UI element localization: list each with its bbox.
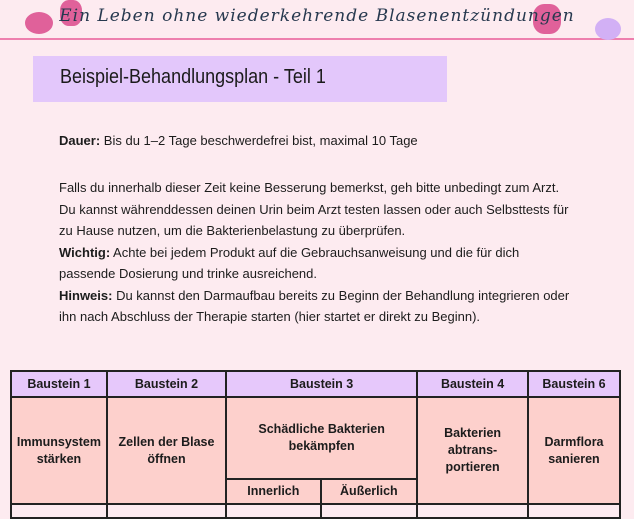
goal-cell: Bakterien abtrans-portieren — [417, 397, 528, 504]
table-cell — [417, 504, 528, 518]
sub-header-cell: Äußerlich — [321, 479, 418, 504]
goal-cell: Immunsystem stärken — [11, 397, 107, 504]
duration-value: Bis du 1–2 Tage beschwerdefrei bist, maximal 10 Tage — [100, 133, 418, 148]
table-cell — [107, 504, 226, 518]
banner-title: Ein Leben ohne wiederkehrende Blasenentzündungen — [59, 6, 575, 26]
goal-cell: Zellen der Blase öffnen — [107, 397, 226, 504]
duration-label: Dauer: — [59, 133, 101, 148]
table-cell — [226, 504, 321, 518]
important-text: Achte bei jedem Produkt auf die Gebrauchsanweisung und die für dich passende Dosierung und trinke ausreichend. — [59, 244, 520, 281]
goal-cell: Darmflora sanieren — [528, 397, 620, 504]
table-cell — [528, 504, 620, 518]
header-cell: Baustein 2 — [107, 371, 226, 397]
table-cell — [11, 504, 107, 518]
hint-text: Du kannst den Darmaufbau bereits zu Beginn der Behandlung integrieren oder ihn nach Abschluss der Therapie starten (hier startet er direkt zu Beginn). — [59, 287, 570, 324]
goal-cell: Schädliche Bakterien bekämpfen — [226, 397, 417, 479]
body-text — [59, 177, 579, 328]
header-cell: Baustein 4 — [417, 371, 528, 397]
page-title-box — [33, 56, 447, 102]
info-paragraph: Falls du innerhalb dieser Zeit keine Besserung bemerkst, geh bitte unbedingt zum Arzt. Du kannst währenddessen deinen Urin beim Arzt testen lassen oder auch Selbsttests für zu Hause nutzen, um die Bakterienbelastung zu überprüfen. — [59, 180, 569, 238]
duration-text — [59, 130, 579, 152]
header-cell: Baustein 3 — [226, 371, 417, 397]
important-label: Wichtig: — [59, 244, 111, 260]
treatment-table — [10, 370, 621, 519]
page-title: Beispiel-Behandlungsplan - Teil 1 — [60, 66, 326, 88]
header-cell: Baustein 1 — [11, 371, 107, 397]
header-banner — [0, 0, 634, 40]
header-cell: Baustein 6 — [528, 371, 620, 397]
hint-label: Hinweis: — [59, 287, 113, 303]
table-cell — [321, 504, 418, 518]
sub-header-cell: Innerlich — [226, 479, 321, 504]
